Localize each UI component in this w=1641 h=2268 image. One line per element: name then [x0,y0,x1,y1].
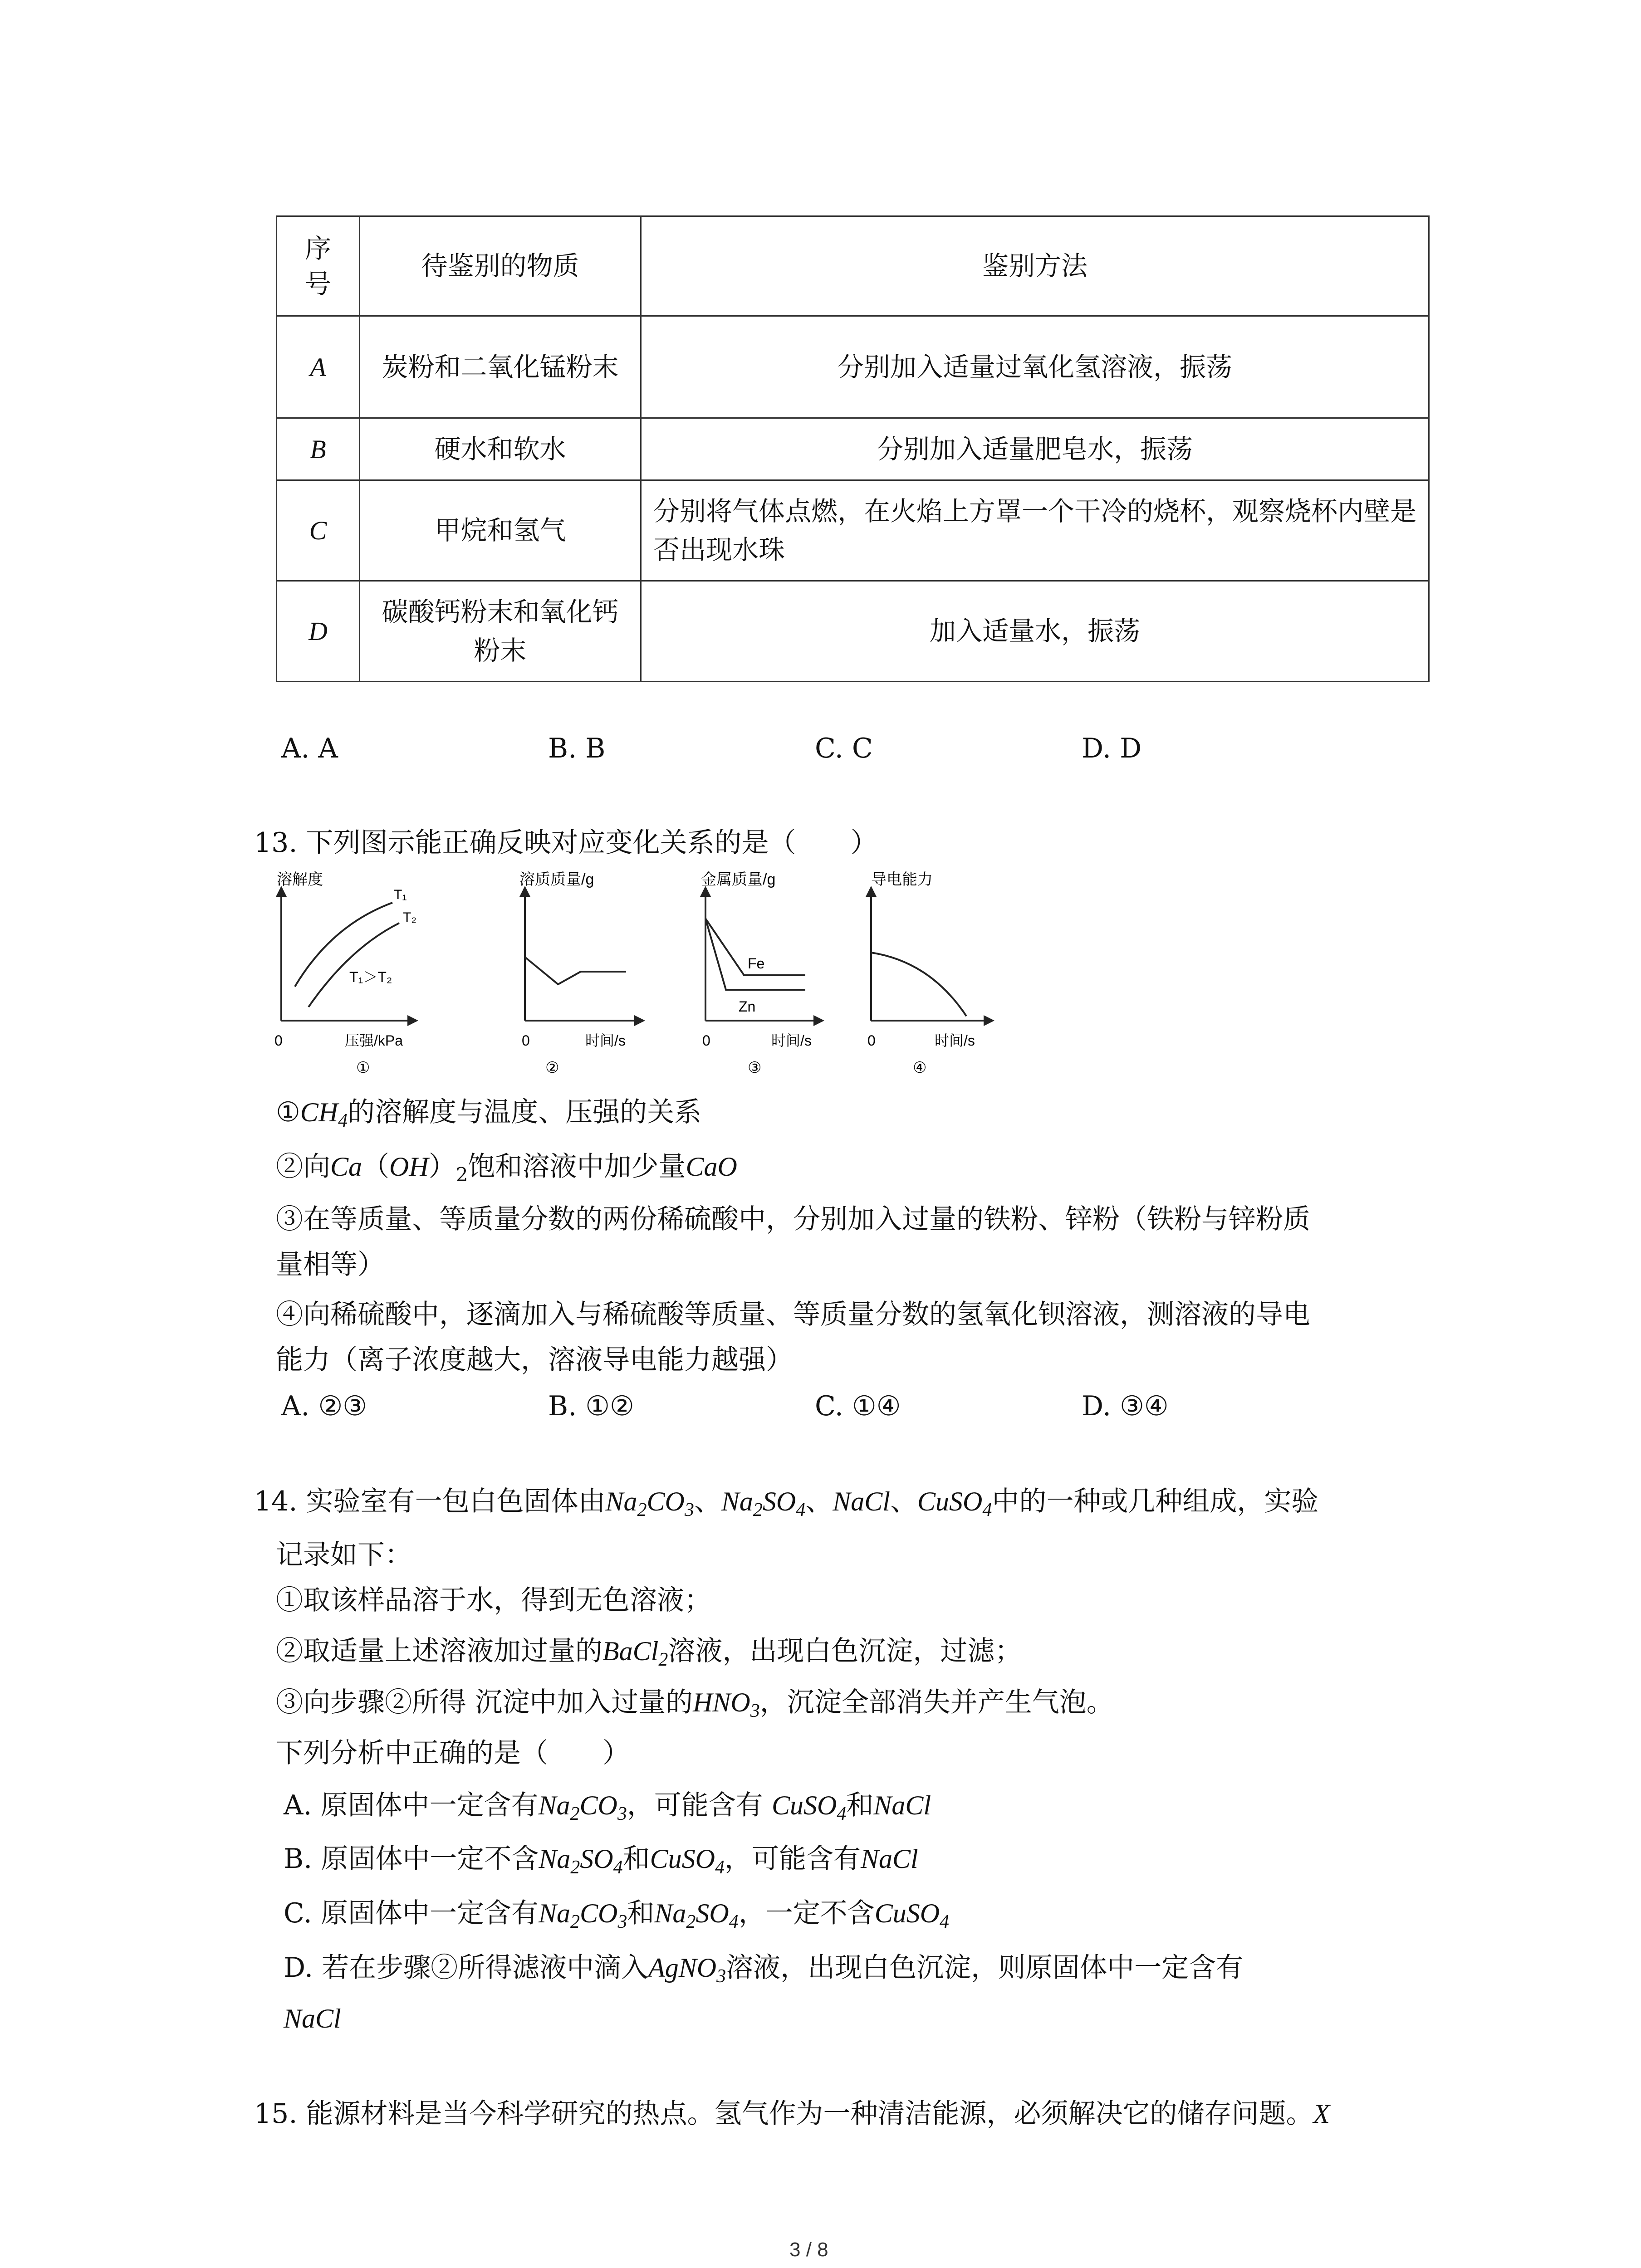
graph4-number: ④ [913,1059,927,1076]
graph3-xlabel: 时间/s [771,1032,812,1049]
graph3-ylabel: 金属质量/g [701,871,776,888]
q13-item-3-line1: ③在等质量、等质量分数的两份稀硫酸中，分别加入过量的铁粉、锌粉（铁粉与锌粉质 [276,1203,1310,1235]
graph-1 [274,871,416,1076]
q13-option-d[interactable]: D. ③④ [1082,1390,1169,1422]
row-substance: 硬水和软水 [360,418,641,480]
row-id: A [277,316,360,418]
graph2-number: ② [545,1059,559,1076]
graph1-number: ① [356,1059,370,1076]
graph-3 [701,871,819,1076]
label-t-compare: T₁＞T₂ [349,969,392,985]
graph4-origin: 0 [867,1032,876,1049]
graph2-origin: 0 [522,1032,530,1049]
row-substance: 甲烷和氢气 [360,480,641,581]
q13-option-a[interactable]: A. ②③ [281,1390,367,1422]
graph1-xlabel: 压强/kPa [345,1032,403,1049]
row-method: 分别加入适量肥皂水，振荡 [641,418,1429,480]
row-method: 分别加入适量过氧化氢溶液，振荡 [641,316,1429,418]
curve-conductivity [871,953,966,1016]
row-id: D [277,581,360,682]
q13-item-4-line2: 能力（离子浓度越大，溶液导电能力越强） [276,1344,793,1376]
graph4-xlabel: 时间/s [935,1032,975,1049]
label-fe: Fe [748,955,765,972]
q15-stem: 15. 能源材料是当今科学研究的热点。氢气作为一种清洁能源，必须解决它的储存问题。X [254,2098,1330,2130]
q12-option-c[interactable]: C. C [815,733,873,764]
q14-option-c[interactable]: C. 原固体中一定含有$Na_2CO_3$和$Na_2SO_4$，一定不含CuSO$_4$ [284,1897,950,1932]
table-row [277,480,1429,581]
label-t2: T₂ [403,910,416,925]
row-method: 分别将气体点燃，在火焰上方罩一个干冷的烧杯，观察烧杯内壁是否出现水珠 [641,480,1429,581]
q14-stem-line2: 记录如下： [276,1539,412,1571]
row-id: C [277,480,360,581]
graph3-origin: 0 [702,1032,710,1049]
label-t1: T₁ [394,887,407,902]
q13-stem: 13. 下列图示能正确反映对应变化关系的是（ ） [254,827,878,859]
q13-option-c[interactable]: C. ①④ [815,1390,901,1422]
q14-option-b[interactable]: B. 原固体中一定不含$Na_2SO_4$和CuSO$_4$，可能含有NaCl [284,1843,918,1878]
table-row [277,316,1429,418]
header-substance: 待鉴别的物质 [360,216,641,316]
page-number: 3 / 8 [789,2239,828,2261]
row-id: B [277,418,360,480]
graph-2 [519,871,640,1076]
q14-step-3: ③向步骤②所得 沉淀中加入过量的$HNO_3$，沉淀全部消失并产生气泡。 [276,1686,1114,1721]
graph1-ylabel: 溶解度 [277,871,323,888]
graph-4 [867,871,989,1076]
q13-option-b[interactable]: B. ①② [548,1390,634,1422]
q13-item-4-line1: ④向稀硫酸中，逐滴加入与稀硫酸等质量、等质量分数的氢氧化钡溶液，测溶液的导电 [276,1299,1310,1330]
q13-item-2: ②向$Ca(OH)_2$饱和溶液中加少量CaO [276,1151,737,1186]
graph4-ylabel: 导电能力 [871,871,933,888]
header-method: 鉴别方法 [641,216,1429,316]
q13-item-1: $①CH_4$的溶解度与温度、压强的关系 [276,1096,702,1131]
q12-option-a[interactable]: A. A [281,733,338,764]
q13-item-3-line2: 量相等） [276,1249,385,1281]
graph3-number: ③ [748,1059,762,1076]
curve-zn [705,919,805,990]
label-zn: Zn [739,998,756,1015]
graph2-ylabel: 溶质质量/g [519,871,594,888]
table-row [277,418,1429,480]
identification-table [276,215,1430,682]
q14-stem: 14. 实验室有一包白色固体由$Na_2CO_3$、$Na_2SO_4$、NaCl、CuSO$_4$中的一种或几种组成，实验 [254,1486,1319,1520]
q14-option-d[interactable]: D. 若在步骤②所得滤液中滴入AgNO$_3$溶液，出现白色沉淀，则原固体中一定含有 [284,1952,1244,1987]
q14-question: 下列分析中正确的是（ ） [276,1737,630,1769]
curve-t2 [309,923,399,1007]
header-no: 序号 [277,216,360,316]
q14-option-a[interactable]: A. 原固体中一定含有$Na_2CO_3$，可能含有 CuSO$_4$和NaCl [284,1789,931,1824]
row-substance: 碳酸钙粉末和氧化钙粉末 [360,581,641,682]
q14-step-1: ①取该样品溶于水，得到无色溶液； [276,1584,711,1616]
graph1-origin: 0 [274,1032,283,1049]
graph2-xlabel: 时间/s [585,1032,626,1049]
q12-option-d[interactable]: D. D [1082,733,1142,764]
row-substance: 炭粉和二氧化锰粉末 [360,316,641,418]
q14-step-2: ②取适量上述溶液加过量的BaCl$_2$溶液，出现白色沉淀，过滤； [276,1635,1022,1670]
table-row [277,581,1429,682]
q12-option-b[interactable]: B. B [548,733,606,764]
q13-graphs [263,871,1034,1084]
row-method: 加入适量水，振荡 [641,581,1429,682]
q14-option-d-line2: NaCl [284,2004,341,2033]
curve-solute [525,957,626,984]
